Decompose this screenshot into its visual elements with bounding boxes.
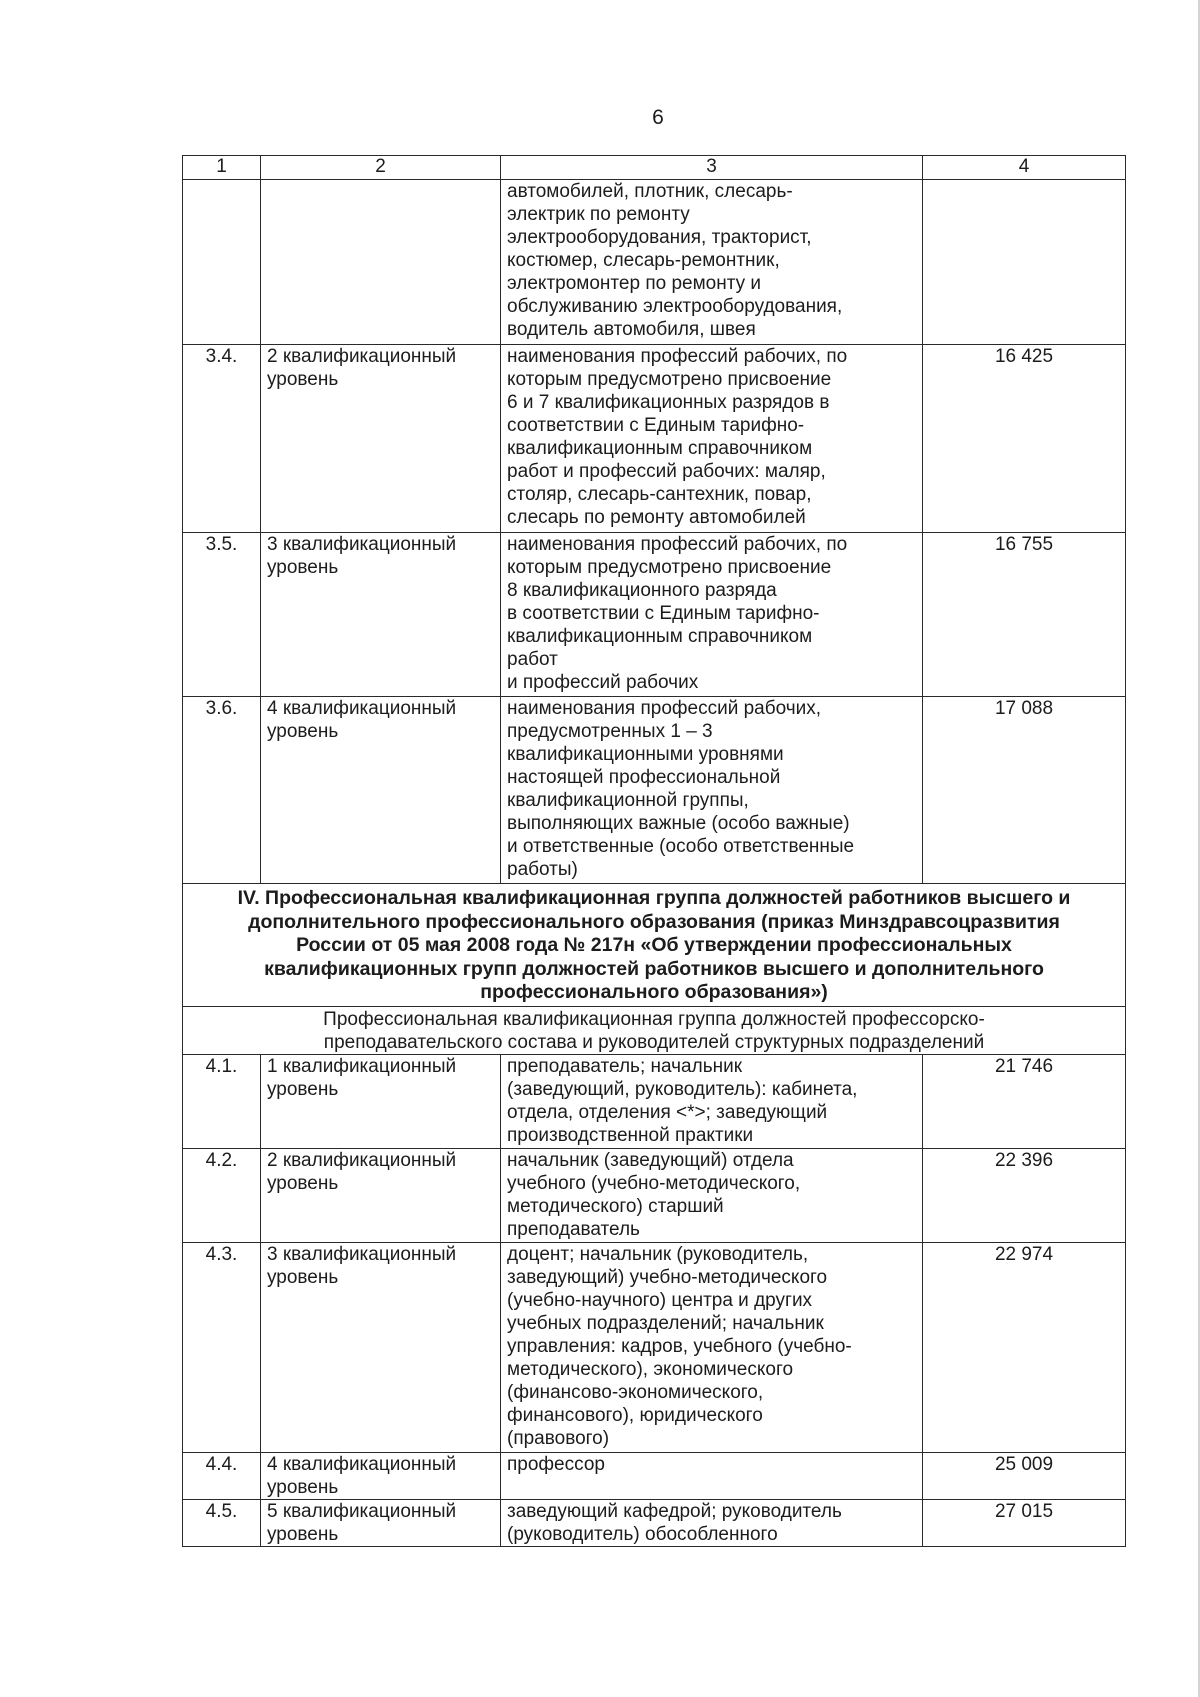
subsection-title: Профессиональная квалификационная группа должностей профессорско- преподавательского состава и руководителей структурных подразделений bbox=[183, 1006, 1126, 1054]
position-description: доцент; начальник (руководитель, заведующий) учебно-методического (учебно-научного) центра и других учебных подразделений; начальник управления: кадров, учебного (учебно- методического), экономического (финансово-экономического, финансового), юридического (правового) bbox=[501, 1242, 923, 1452]
table-row-4-2 bbox=[183, 1148, 1126, 1242]
salary-value: 21 746 bbox=[923, 1054, 1126, 1148]
position-description: преподаватель; начальник (заведующий, руководитель): кабинета, отдела, отделения <*>; заведующий производственной практики bbox=[501, 1054, 923, 1148]
table-row-3-4 bbox=[183, 345, 1126, 533]
table-row-4-5 bbox=[183, 1499, 1126, 1546]
qualification-level bbox=[261, 180, 501, 345]
row-number: 3.5. bbox=[183, 533, 261, 697]
salary-value: 22 396 bbox=[923, 1148, 1126, 1242]
position-description: заведующий кафедрой; руководитель (руководитель) обособленного bbox=[501, 1499, 923, 1546]
position-description: профессор bbox=[501, 1452, 923, 1499]
row-number: 3.6. bbox=[183, 697, 261, 884]
table-header-row bbox=[183, 156, 1126, 180]
position-description: наименования профессий рабочих, по которым предусмотрено присвоение 8 квалификационного разряда в соответствии с Единым тарифно- квалификационным справочником работ и профессий рабочих bbox=[501, 533, 923, 697]
table-row-4-1 bbox=[183, 1054, 1126, 1148]
qualification-level: 3 квалификационный уровень bbox=[261, 1242, 501, 1452]
salary-value bbox=[923, 180, 1126, 345]
position-description: наименования профессий рабочих, предусмотренных 1 – 3 квалификационными уровнями настоящей профессиональной квалификационной группы, выполняющих важные (особо важные) и ответственные (особо ответственные работы) bbox=[501, 697, 923, 884]
row-number: 4.2. bbox=[183, 1148, 261, 1242]
qualification-level: 4 квалификационный уровень bbox=[261, 1452, 501, 1499]
row-number bbox=[183, 180, 261, 345]
qualification-level: 5 квалификационный уровень bbox=[261, 1499, 501, 1546]
column-header-3: 3 bbox=[501, 156, 923, 180]
salary-value: 25 009 bbox=[923, 1452, 1126, 1499]
subsection-header-row bbox=[183, 1006, 1126, 1054]
position-description: наименования профессий рабочих, по которым предусмотрено присвоение 6 и 7 квалификационных разрядов в соответствии с Единым тарифно- квалификационным справочником работ и профессий рабочих: маляр, столяр, слесарь-сантехник, повар, слесарь по ремонту автомобилей bbox=[501, 345, 923, 533]
table-row-continuation bbox=[183, 180, 1126, 345]
qualification-level: 2 квалификационный уровень bbox=[261, 345, 501, 533]
row-number: 4.3. bbox=[183, 1242, 261, 1452]
section-title: IV. Профессиональная квалификационная группа должностей работников высшего и дополнительного профессионального образования (приказ Минздравсоцразвития России от 05 мая 2008 года № 217н «Об утверждении профессиональных квалификационных групп должностей работников высшего и дополнительного профессионального образования») bbox=[183, 884, 1126, 1007]
qualification-level: 3 квалификационный уровень bbox=[261, 533, 501, 697]
table-row-3-6 bbox=[183, 697, 1126, 884]
row-number: 3.4. bbox=[183, 345, 261, 533]
salary-value: 16 755 bbox=[923, 533, 1126, 697]
page-number: 6 bbox=[652, 106, 664, 129]
position-description: автомобилей, плотник, слесарь- электрик по ремонту электрооборудования, тракторист, костюмер, слесарь-ремонтник, электромонтер по ремонту и обслуживанию электрооборудования, водитель автомобиля, швея bbox=[501, 180, 923, 345]
row-number: 4.1. bbox=[183, 1054, 261, 1148]
position-description: начальник (заведующий) отдела учебного (учебно-методического, методического) старший преподаватель bbox=[501, 1148, 923, 1242]
row-number: 4.5. bbox=[183, 1499, 261, 1546]
table-row-3-5 bbox=[183, 533, 1126, 697]
column-header-1: 1 bbox=[183, 156, 261, 180]
salary-value: 17 088 bbox=[923, 697, 1126, 884]
table-row-4-4 bbox=[183, 1452, 1126, 1499]
salary-value: 16 425 bbox=[923, 345, 1126, 533]
salary-value: 27 015 bbox=[923, 1499, 1126, 1546]
column-header-4: 4 bbox=[923, 156, 1126, 180]
qualification-level: 1 квалификационный уровень bbox=[261, 1054, 501, 1148]
table-row-4-3 bbox=[183, 1242, 1126, 1452]
qualification-level: 2 квалификационный уровень bbox=[261, 1148, 501, 1242]
qualification-level: 4 квалификационный уровень bbox=[261, 697, 501, 884]
row-number: 4.4. bbox=[183, 1452, 261, 1499]
column-header-2: 2 bbox=[261, 156, 501, 180]
section-header-row bbox=[183, 884, 1126, 1007]
salary-value: 22 974 bbox=[923, 1242, 1126, 1452]
salary-table bbox=[182, 155, 1126, 1547]
